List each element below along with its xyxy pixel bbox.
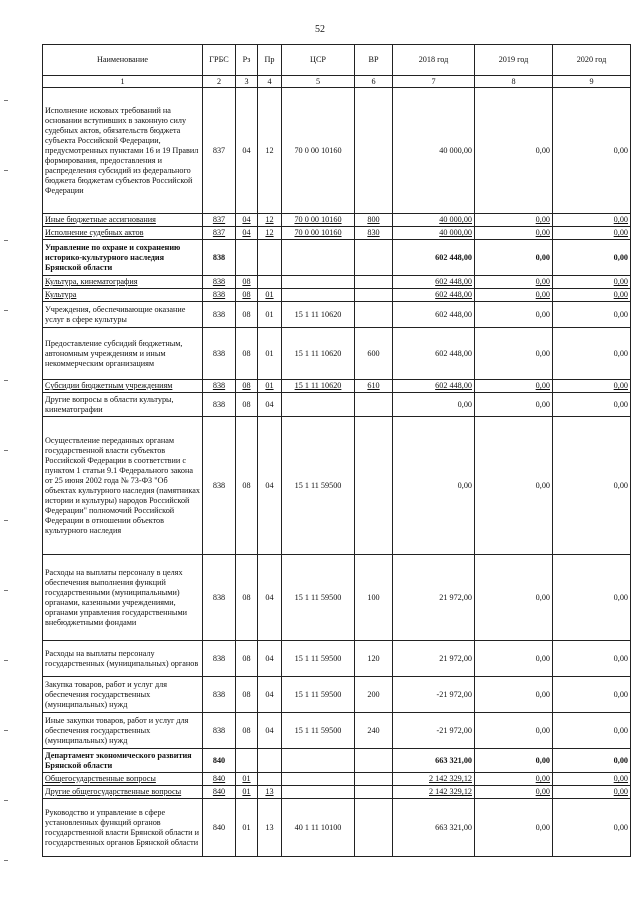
row-vr (355, 786, 393, 799)
row-pr: 04 (258, 555, 282, 641)
row-pr (258, 276, 282, 289)
row-name: Закупка товаров, работ и услуг для обеспечения государственных (муниципальных) нужд (43, 677, 203, 713)
row-pr: 04 (258, 393, 282, 417)
col-number: 2 (203, 76, 236, 88)
row-2019: 0,00 (475, 799, 553, 857)
row-name: Другие вопросы в области культуры, кинематографии (43, 393, 203, 417)
row-2018: 602 448,00 (393, 302, 475, 328)
row-grbs: 837 (203, 227, 236, 240)
budget-table (42, 44, 631, 857)
row-rz (236, 749, 258, 773)
row-2019: 0,00 (475, 641, 553, 677)
row-2018: 602 448,00 (393, 289, 475, 302)
row-vr: 100 (355, 555, 393, 641)
row-rz: 08 (236, 713, 258, 749)
table-row (43, 380, 631, 393)
row-2020: 0,00 (553, 749, 631, 773)
row-2018: 663 321,00 (393, 799, 475, 857)
row-pr: 01 (258, 289, 282, 302)
row-2019: 0,00 (475, 555, 553, 641)
row-csr (282, 393, 355, 417)
row-grbs: 838 (203, 289, 236, 302)
table-row (43, 289, 631, 302)
row-name: Субсидии бюджетным учреждениям (43, 380, 203, 393)
col-number: 3 (236, 76, 258, 88)
row-pr (258, 240, 282, 276)
page-number: 52 (315, 24, 325, 35)
row-2019: 0,00 (475, 713, 553, 749)
col-number: 8 (475, 76, 553, 88)
row-grbs: 837 (203, 214, 236, 227)
row-rz: 08 (236, 641, 258, 677)
table-row (43, 393, 631, 417)
row-2019: 0,00 (475, 380, 553, 393)
row-2020: 0,00 (553, 88, 631, 214)
row-name: Департамент экономического развития Брянской области (43, 749, 203, 773)
col-number: 9 (553, 76, 631, 88)
col-header-name: Наименование (43, 45, 203, 76)
col-header-2018: 2018 год (393, 45, 475, 76)
row-2020: 0,00 (553, 713, 631, 749)
row-grbs: 838 (203, 417, 236, 555)
col-header-2019: 2019 год (475, 45, 553, 76)
row-name: Учреждения, обеспечивающие оказание услуг в сфере культуры (43, 302, 203, 328)
row-vr (355, 417, 393, 555)
row-name: Культура, кинематография (43, 276, 203, 289)
row-csr: 70 0 00 10160 (282, 227, 355, 240)
row-grbs: 840 (203, 799, 236, 857)
row-2020: 0,00 (553, 276, 631, 289)
row-2019: 0,00 (475, 240, 553, 276)
row-grbs: 838 (203, 393, 236, 417)
table-row (43, 749, 631, 773)
row-csr: 15 1 11 10620 (282, 380, 355, 393)
row-2018: 602 448,00 (393, 380, 475, 393)
row-2020: 0,00 (553, 302, 631, 328)
row-vr: 610 (355, 380, 393, 393)
row-name: Исполнение исковых требований на основании вступивших в законную силу судебных актов, обязательств бюджета субъекта Российской Федерации, предусмотренных пунктами 16 и 19 Правил формирования, предоставления и распределения субсидий из федерального бюджета бюджетам субъектов Российской Федерации (43, 88, 203, 214)
col-header-vr: ВР (355, 45, 393, 76)
row-name: Расходы на выплаты персоналу в целях обеспечения выполнения функций государственными (муниципальными) органами, казенными учреждениями, органами управления государственными внебюджетными фондами (43, 555, 203, 641)
row-csr (282, 786, 355, 799)
row-2019: 0,00 (475, 276, 553, 289)
margin-tick-marks (4, 60, 18, 880)
table-row (43, 799, 631, 857)
row-rz: 04 (236, 88, 258, 214)
row-2020: 0,00 (553, 214, 631, 227)
row-grbs: 838 (203, 713, 236, 749)
row-grbs: 837 (203, 88, 236, 214)
row-2018: -21 972,00 (393, 677, 475, 713)
row-csr: 15 1 11 10620 (282, 302, 355, 328)
row-grbs: 838 (203, 677, 236, 713)
row-name: Предоставление субсидий бюджетным, автономным учреждениям и иным некоммерческим организациям (43, 328, 203, 380)
row-csr: 70 0 00 10160 (282, 88, 355, 214)
row-csr: 70 0 00 10160 (282, 214, 355, 227)
row-2020: 0,00 (553, 786, 631, 799)
row-grbs: 838 (203, 276, 236, 289)
row-rz (236, 240, 258, 276)
row-grbs: 840 (203, 749, 236, 773)
col-header-2020: 2020 год (553, 45, 631, 76)
row-csr: 15 1 11 10620 (282, 328, 355, 380)
row-2020: 0,00 (553, 227, 631, 240)
row-pr: 04 (258, 713, 282, 749)
row-rz: 08 (236, 393, 258, 417)
table-row (43, 786, 631, 799)
row-pr: 13 (258, 799, 282, 857)
row-rz: 04 (236, 214, 258, 227)
row-2018: 2 142 329,12 (393, 773, 475, 786)
row-vr: 200 (355, 677, 393, 713)
table-row (43, 713, 631, 749)
row-name: Культура (43, 289, 203, 302)
row-name: Руководство и управление в сфере установленных функций органов государственной власти Брянской области и государственных органов Брянской области (43, 799, 203, 857)
col-number: 6 (355, 76, 393, 88)
row-2020: 0,00 (553, 641, 631, 677)
row-pr: 04 (258, 677, 282, 713)
row-2018: 0,00 (393, 417, 475, 555)
col-number: 7 (393, 76, 475, 88)
row-grbs: 838 (203, 641, 236, 677)
row-vr: 600 (355, 328, 393, 380)
row-vr (355, 773, 393, 786)
row-vr (355, 749, 393, 773)
row-csr (282, 773, 355, 786)
row-vr (355, 240, 393, 276)
row-2020: 0,00 (553, 677, 631, 713)
row-2018: 40 000,00 (393, 214, 475, 227)
row-2019: 0,00 (475, 677, 553, 713)
row-name: Иные закупки товаров, работ и услуг для обеспечения государственных (муниципальных) нужд (43, 713, 203, 749)
table-row (43, 417, 631, 555)
row-rz: 08 (236, 289, 258, 302)
row-rz: 08 (236, 302, 258, 328)
table-row (43, 227, 631, 240)
col-header-rz: Рз (236, 45, 258, 76)
row-vr: 240 (355, 713, 393, 749)
row-2018: 2 142 329,12 (393, 786, 475, 799)
row-2020: 0,00 (553, 773, 631, 786)
col-header-pr: Пр (258, 45, 282, 76)
row-2020: 0,00 (553, 328, 631, 380)
row-csr: 15 1 11 59500 (282, 555, 355, 641)
row-vr (355, 799, 393, 857)
row-vr (355, 289, 393, 302)
row-2019: 0,00 (475, 417, 553, 555)
row-rz: 01 (236, 786, 258, 799)
row-rz: 08 (236, 417, 258, 555)
row-2019: 0,00 (475, 88, 553, 214)
row-pr: 12 (258, 227, 282, 240)
row-pr: 12 (258, 88, 282, 214)
row-vr (355, 302, 393, 328)
col-number: 4 (258, 76, 282, 88)
row-vr: 120 (355, 641, 393, 677)
row-rz: 01 (236, 773, 258, 786)
row-csr (282, 240, 355, 276)
row-pr (258, 773, 282, 786)
row-vr (355, 393, 393, 417)
row-2019: 0,00 (475, 214, 553, 227)
row-rz: 08 (236, 328, 258, 380)
row-rz: 01 (236, 799, 258, 857)
row-2019: 0,00 (475, 749, 553, 773)
row-pr: 01 (258, 302, 282, 328)
row-grbs: 840 (203, 773, 236, 786)
row-csr: 15 1 11 59500 (282, 641, 355, 677)
table-row (43, 641, 631, 677)
row-2018: 602 448,00 (393, 328, 475, 380)
row-vr (355, 88, 393, 214)
row-2018: 663 321,00 (393, 749, 475, 773)
row-csr: 15 1 11 59500 (282, 417, 355, 555)
row-csr (282, 276, 355, 289)
table-row (43, 328, 631, 380)
row-2018: 40 000,00 (393, 227, 475, 240)
row-csr (282, 289, 355, 302)
row-2018: 602 448,00 (393, 276, 475, 289)
row-2018: 602 448,00 (393, 240, 475, 276)
row-2019: 0,00 (475, 302, 553, 328)
row-2018: 0,00 (393, 393, 475, 417)
row-2019: 0,00 (475, 393, 553, 417)
row-vr (355, 276, 393, 289)
row-pr: 01 (258, 380, 282, 393)
table-row (43, 88, 631, 214)
table-row (43, 240, 631, 276)
row-grbs: 838 (203, 328, 236, 380)
row-2020: 0,00 (553, 240, 631, 276)
table-row (43, 276, 631, 289)
table-row (43, 555, 631, 641)
row-pr: 13 (258, 786, 282, 799)
col-number: 5 (282, 76, 355, 88)
row-2020: 0,00 (553, 393, 631, 417)
row-name: Осуществление переданных органам государственной власти субъектов Российской Федерации в соответствии с пунктом 1 статьи 9.1 Федерального закона от 25 июня 2002 года № 73-ФЗ "Об объектах культурного наследия (памятниках истории и культуры) народов Российской Федерации" полномочий Российской Федерации в отношении объектов культурного наследия (43, 417, 203, 555)
row-2019: 0,00 (475, 786, 553, 799)
row-grbs: 838 (203, 240, 236, 276)
table-row (43, 677, 631, 713)
row-vr: 800 (355, 214, 393, 227)
row-name: Управление по охране и сохранению историко-культурного наследия Брянской области (43, 240, 203, 276)
row-2019: 0,00 (475, 773, 553, 786)
row-2019: 0,00 (475, 227, 553, 240)
row-pr (258, 749, 282, 773)
column-number-row (43, 76, 631, 88)
row-2020: 0,00 (553, 289, 631, 302)
row-name: Исполнение судебных актов (43, 227, 203, 240)
row-rz: 08 (236, 380, 258, 393)
row-2020: 0,00 (553, 555, 631, 641)
row-grbs: 840 (203, 786, 236, 799)
row-csr: 15 1 11 59500 (282, 677, 355, 713)
row-2018: -21 972,00 (393, 713, 475, 749)
col-number: 1 (43, 76, 203, 88)
row-rz: 08 (236, 555, 258, 641)
row-csr: 15 1 11 59500 (282, 713, 355, 749)
row-grbs: 838 (203, 555, 236, 641)
row-2018: 40 000,00 (393, 88, 475, 214)
row-2020: 0,00 (553, 799, 631, 857)
row-grbs: 838 (203, 380, 236, 393)
col-header-grbs: ГРБС (203, 45, 236, 76)
table-body (43, 88, 631, 857)
header-row (43, 45, 631, 76)
row-pr: 04 (258, 417, 282, 555)
row-2019: 0,00 (475, 289, 553, 302)
row-2018: 21 972,00 (393, 641, 475, 677)
row-name: Иные бюджетные ассигнования (43, 214, 203, 227)
row-grbs: 838 (203, 302, 236, 328)
table-row (43, 302, 631, 328)
row-vr: 830 (355, 227, 393, 240)
row-2019: 0,00 (475, 328, 553, 380)
row-name: Общегосударственные вопросы (43, 773, 203, 786)
row-name: Расходы на выплаты персоналу государственных (муниципальных) органов (43, 641, 203, 677)
row-rz: 08 (236, 276, 258, 289)
table-row (43, 214, 631, 227)
row-2020: 0,00 (553, 417, 631, 555)
row-pr: 01 (258, 328, 282, 380)
row-csr (282, 749, 355, 773)
row-2020: 0,00 (553, 380, 631, 393)
row-rz: 08 (236, 677, 258, 713)
row-rz: 04 (236, 227, 258, 240)
row-pr: 04 (258, 641, 282, 677)
col-header-csr: ЦСР (282, 45, 355, 76)
row-2018: 21 972,00 (393, 555, 475, 641)
row-pr: 12 (258, 214, 282, 227)
row-name: Другие общегосударственные вопросы (43, 786, 203, 799)
row-csr: 40 1 11 10100 (282, 799, 355, 857)
table-row (43, 773, 631, 786)
